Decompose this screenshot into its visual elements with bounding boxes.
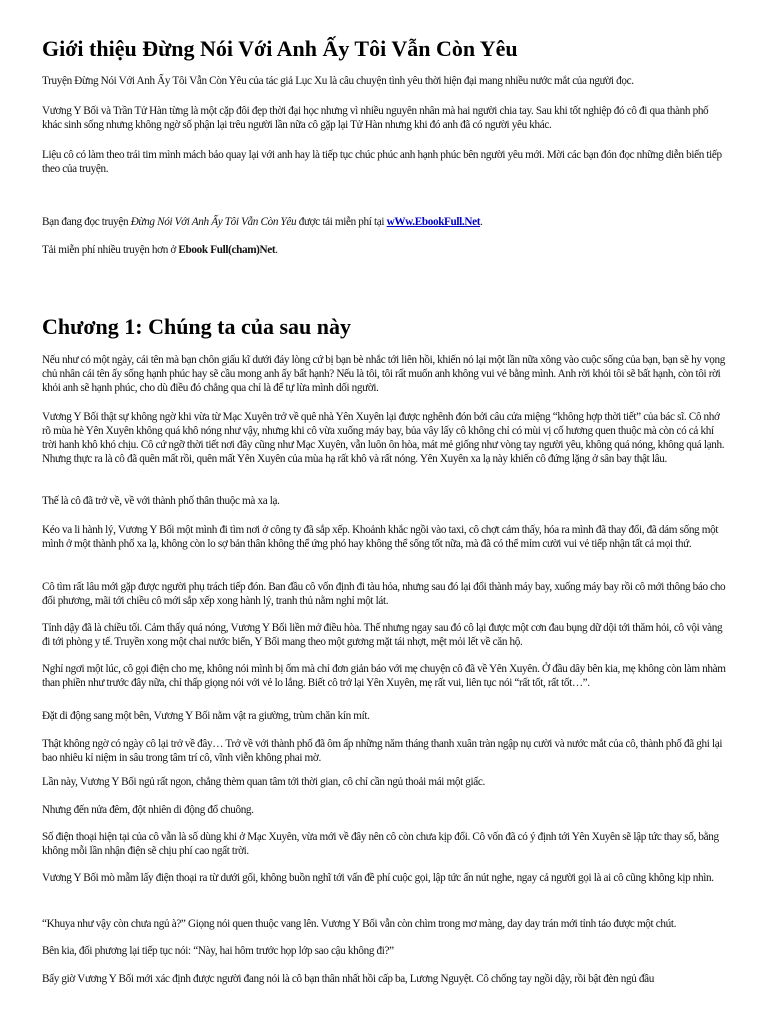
chapter-paragraph: Cô tìm rất lâu mới gặp được người phụ trách tiếp đón. Ban đầu cô vốn định đi tàu hỏa, nhưng sau đó lại đổi thành máy bay, xuống máy bay rồi cô mới thông báo cho đối phương, mãi tới chiều cô mới sắp xếp xong hành lý, tranh thủ nằm nghỉ một lát. <box>42 581 726 607</box>
chapter-paragraph: Nghỉ ngơi một lúc, cô gọi điện cho mẹ, không nói mình bị ốm mà chỉ đơn giản báo với mẹ chuyện cô đã về Yên Xuyên. Ở đầu dây bên kia, mẹ không còn làm nhàm than phiền như trước đây nữa, chỉ thấp giọng nói với vẻ lo lắng. Biết cô trở lại Yên Xuyên, mẹ rất vui, liên tục nói “rất tốt, rất tốt…”. <box>42 663 726 689</box>
chapter-title: Chương 1: Chúng ta của sau này <box>42 314 352 339</box>
chapter-paragraph: Vương Y Bối thật sự không ngờ khi vừa từ Mạc Xuyên trở về quê nhà Yên Xuyên lại được nghênh đón bởi câu cửa miệng “không hợp thời tiết” của bác sĩ. Cô nhớ rõ mùa hè Yên Xuyên không quá khô nóng như vậy, nhưng khi cô vừa xuống máy bay, bủa vây lấy cô không chỉ có mùi vị cố hương quen thuộc mà còn có cả khí trời hanh khô khó chịu. Cô cứ ngỡ thời tiết nơi đây cũng như Mạc Xuyên, vẫn luôn ôn hòa, mát mẻ giống như vòng tay người yêu, không quá nóng, không quá lạnh. Nhưng thực ra là cô đã quên mất rồi, quên mất Yên Xuyên của mùa hạ rất khô và rất nóng. Yên Xuyên xa lạ này khiến cô đứng lặng ở sân bay thật lâu. <box>42 411 725 465</box>
chapter-paragraph: Vương Y Bối mò mẫm lấy điện thoại ra từ dưới gối, không buồn nghĩ tới vấn đề phí cuộc gọi, lập tức ấn nút nghe, ngay cả người gọi là ai cô cũng không kịp nhìn. <box>42 872 714 884</box>
site-name: Ebook Full(cham)Net <box>178 244 276 256</box>
ebookfull-link[interactable]: wWw.EbookFull.Net <box>386 216 481 228</box>
chapter-paragraph: “Khuya như vậy còn chưa ngủ à?” Giọng nói quen thuộc vang lên. Vương Y Bối vẫn còn chìm trong mơ màng, day day trán mới tỉnh táo được một chút. <box>42 918 677 930</box>
intro-paragraph-1: Truyện Đừng Nói Với Anh Ấy Tôi Vẫn Còn Yêu của tác giả Lục Xu là câu chuyện tình yêu thời hiện đại mang nhiều nước mắt của người đọc. <box>42 75 634 87</box>
intro-paragraph-3: Liệu cô có làm theo trái tim mình mách bảo quay lại với anh hay là tiếp tục chúc phúc anh hạnh phúc bên người yêu mới. Mời các bạn đón đọc những diễn biến tiếp theo của truyện. <box>42 149 722 175</box>
chapter-paragraph: Nếu như có một ngày, cái tên mà bạn chôn giấu kĩ dưới đáy lòng cứ bị bạn bè nhắc tới liên hồi, khiến nó lại một lần nữa xông vào cuộc sống của bạn, bạn sẽ hy vọng chủ nhân cái tên ấy sống hạnh phúc hay sẽ cầu mong anh ấy bất hạnh? Nếu là tôi, tôi rất muốn anh không vui vẻ bằng mình. Anh rời khỏi tôi sẽ bất hạnh, còn tôi rời khỏi anh sẽ hạnh phúc, cho dù điều đó chẳng qua chỉ là để tự lừa mình dối người. <box>42 354 725 394</box>
download-more-line: Tải miễn phí nhiều truyện hơn ở Ebook Full(cham)Net. <box>42 244 278 256</box>
intro-title: Giới thiệu Đừng Nói Với Anh Ấy Tôi Vẫn Còn Yêu <box>42 36 518 61</box>
chapter-paragraph: Thật không ngờ có ngày cô lại trở về đây… Trở về với thành phố đã ôm ấp những năm tháng thanh xuân tràn ngập nụ cười và nước mắt của cô, thành phố đã ghi lại bao nhiêu kỉ niệm in sâu trong tâm trí cô, vĩnh viễn không phai mờ. <box>42 738 723 764</box>
chapter-paragraph: Lần này, Vương Y Bối ngủ rất ngon, chẳng thèm quan tâm tới thời gian, cô chỉ cần ngủ thoải mái một giấc. <box>42 776 485 788</box>
chapter-paragraph: Nhưng đến nửa đêm, đột nhiên di động đổ chuông. <box>42 804 254 816</box>
chapter-paragraph: Kéo va li hành lý, Vương Y Bối một mình đi tìm nơi ở công ty đã sắp xếp. Khoảnh khắc ngồi vào taxi, cô chợt cảm thấy, hóa ra mình đã thay đổi, đã dám sống một mình ở một thành phố xa lạ, không còn lo sợ bản thân không thể ứng phó hay không thể sống tốt nữa, mà đã có thể mỉm cười vui vẻ tiếp nhận tất cả mọi thứ. <box>42 524 719 550</box>
chapter-paragraph: Bên kia, đối phương lại tiếp tục nói: “Này, hai hôm trước họp lớp sao cậu không đi?” <box>42 945 394 957</box>
reading-source-line: Bạn đang đọc truyện Đừng Nói Với Anh Ấy Tôi Vẫn Còn Yêu được tải miễn phí tại wWw.EbookFull.Net. <box>42 216 483 228</box>
chapter-paragraph: Tỉnh dậy đã là chiều tối. Cảm thấy quá nóng, Vương Y Bối liền mở điều hòa. Thế nhưng ngay sau đó cô lại được một cơn đau bụng dữ dội tới thăm hỏi, cô vội vàng đi tới phòng y tế. Truyền xong một chai nước biển, Y Bối mang theo một gương mặt tái nhợt, mệt mỏi lết về căn hộ. <box>42 622 723 648</box>
chapter-paragraph: Số điện thoại hiện tại của cô vẫn là số dùng khi ở Mạc Xuyên, vừa mới về đây nên cô còn chưa kịp đổi. Cô vốn đã có ý định tới Yên Xuyên sẽ lập tức thay số, bằng không mỗi lần nhận điện sẽ chịu phí cao ngất trời. <box>42 831 719 857</box>
chapter-paragraph: Thế là cô đã trở về, về với thành phố thân thuộc mà xa lạ. <box>42 495 280 507</box>
intro-paragraph-2: Vương Y Bối và Trần Tử Hàn từng là một cặp đôi đẹp thời đại học nhưng vì nhiều nguyên nhân mà hai người chia tay. Sau khi tốt nghiệp đó cô đi qua thành phố khác sinh sống nhưng không ngờ số phận lại trêu người lần nữa cô gặp lại Tử Hàn nhưng khi đó anh đã có người yêu khác. <box>42 105 709 131</box>
chapter-paragraph: Đặt di động sang một bên, Vương Y Bối nằm vật ra giường, trùm chăn kín mít. <box>42 710 370 722</box>
book-title: Đừng Nói Với Anh Ấy Tôi Vẫn Còn Yêu <box>130 216 297 228</box>
chapter-paragraph: Bấy giờ Vương Y Bối mới xác định được người đang nói là cô bạn thân nhất hồi cấp ba, Lương Nguyệt. Cô chống tay ngồi dậy, rồi bật đèn ngủ đầu <box>42 973 655 985</box>
